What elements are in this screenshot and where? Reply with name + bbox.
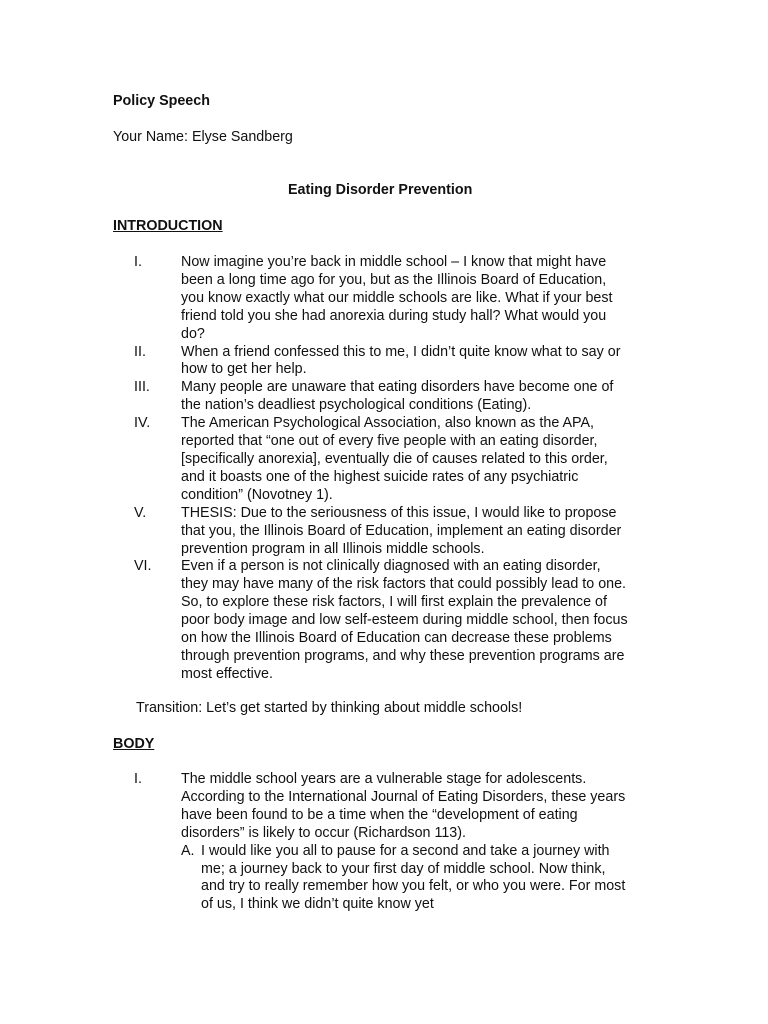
text-line: I would like you all to pause for a second and take a journey with [201, 842, 610, 859]
item-number: IV. [134, 415, 151, 432]
text-line: When a friend confessed this to me, I didn’t quite know what to say or [181, 343, 621, 360]
text-line: do? [181, 325, 205, 342]
text-line: So, to explore these risk factors, I will first explain the prevalence of [181, 594, 607, 611]
list-item [0, 771, 656, 843]
text-line: most effective. [181, 665, 273, 682]
item-number: I. [134, 771, 142, 787]
text-line: poor body image and low self-esteem during middle school, then focus [181, 612, 628, 629]
item-number: VI. [134, 558, 152, 575]
list-item [0, 505, 656, 559]
text-line: they may have many of the risk factors that could possibly lead to one. [181, 576, 627, 593]
text-line: The middle school years are a vulnerable stage for adolescents. [181, 771, 587, 787]
name-line: Your Name: Elyse Sandberg [113, 129, 293, 145]
list-item [0, 254, 656, 344]
text-line: that you, the Illinois Board of Education, implement an eating disorder [181, 522, 622, 539]
text-line: Many people are unaware that eating disorders have become one of [181, 379, 614, 396]
body-heading: BODY [113, 736, 155, 752]
item-number: I. [134, 254, 142, 270]
text-line: been a long time ago for you, but as the Illinois Board of Education, [181, 271, 607, 288]
list-item [0, 344, 656, 380]
text-line: of us, I think we didn’t quite know yet [201, 896, 434, 913]
text-line: me; a journey back to your first day of middle school. Now think, [201, 860, 606, 877]
text-line: have been found to be a time when the “development of eating [181, 806, 578, 823]
text-line: through prevention programs, and why these prevention programs are [181, 647, 625, 664]
body-list [0, 771, 768, 914]
text-line: THESIS: Due to the seriousness of this issue, I would like to propose [181, 504, 617, 521]
text-line: reported that “one out of every five people with an eating disorder, [181, 433, 598, 450]
document-title: Eating Disorder Prevention [288, 182, 473, 198]
text-line: [specifically anorexia], eventually die of causes related to this order, [181, 450, 608, 467]
document-heading: Policy Speech [113, 93, 210, 109]
text-line: According to the International Journal of Eating Disorders, these years [181, 788, 626, 805]
transition-text: Transition: Let’s get started by thinking about middle schools! [136, 700, 523, 716]
text-line: condition” (Novotney 1). [181, 486, 333, 503]
text-line: Now imagine you’re back in middle school – I know that might have [181, 254, 607, 270]
text-line: you know exactly what our middle schools are like. What if your best [181, 289, 613, 306]
item-number: II. [134, 343, 146, 360]
item-number: V. [134, 504, 147, 521]
text-line: and try to really remember how you felt, or who you were. For most [201, 878, 626, 895]
text-line: The American Psychological Association, also known as the APA, [181, 415, 594, 432]
introduction-list [0, 254, 768, 684]
list-item [0, 558, 656, 683]
list-item [0, 379, 656, 415]
introduction-heading: INTRODUCTION [113, 218, 223, 234]
sub-item-letter: A. [181, 842, 195, 859]
text-line: prevention program in all Illinois middle schools. [181, 540, 485, 557]
text-line: friend told you she had anorexia during study hall? What would you [181, 307, 607, 324]
text-line: and it boasts one of the highest suicide rates of any psychiatric [181, 468, 579, 485]
text-line: the nation’s deadliest psychological conditions (Eating). [181, 397, 532, 414]
list-item [0, 415, 656, 505]
item-number: III. [134, 379, 150, 396]
text-line: on how the Illinois Board of Education can decrease these problems [181, 630, 612, 647]
sub-list-item [0, 843, 656, 915]
text-line: how to get her help. [181, 361, 307, 378]
text-line: disorders” is likely to occur (Richardson 113). [181, 824, 466, 841]
text-line: Even if a person is not clinically diagnosed with an eating disorder, [181, 558, 601, 575]
